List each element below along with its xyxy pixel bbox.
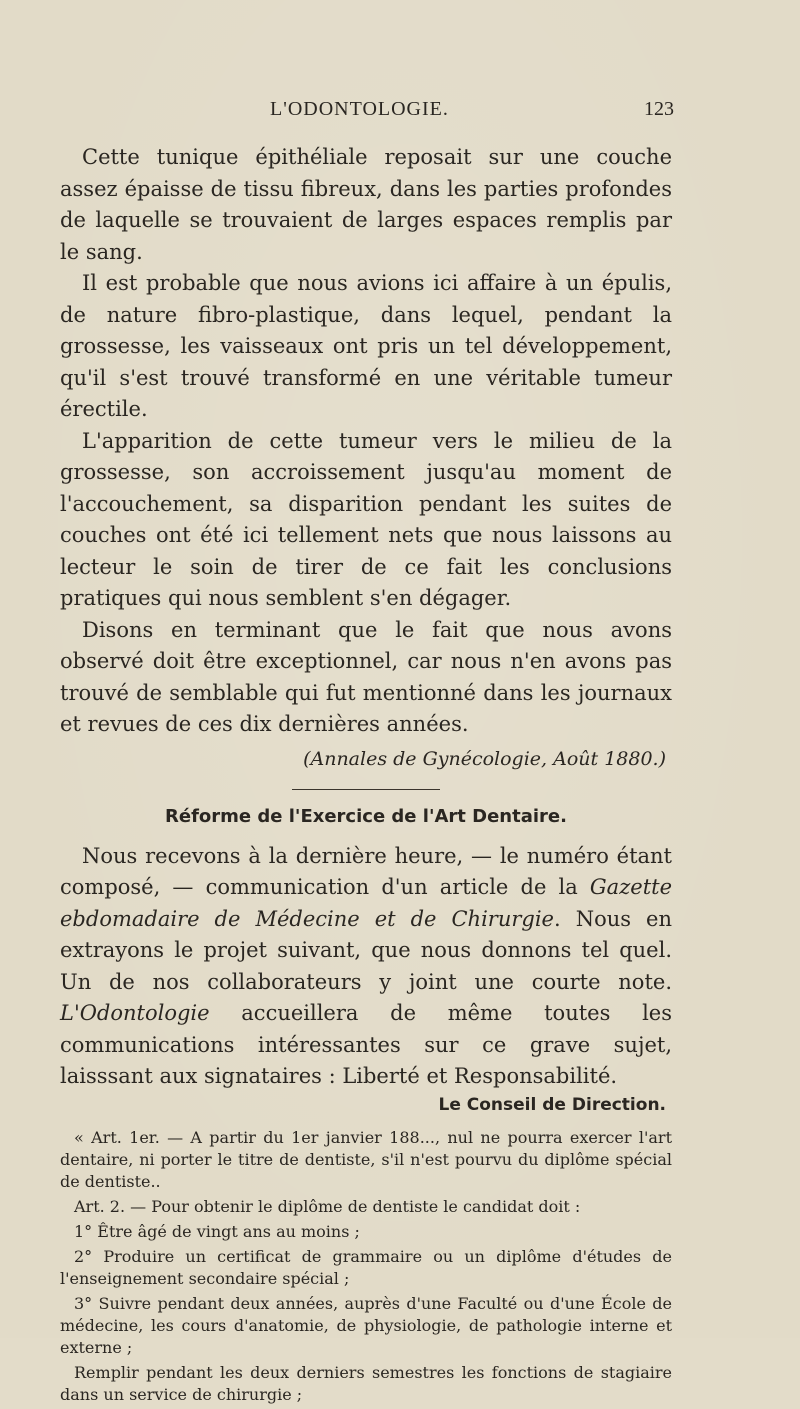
signature: Le Conseil de Direction. (438, 1094, 666, 1115)
journal-title: Gazette ebdomadaire de Médecine et de Chirurgie (60, 875, 672, 931)
section-intro (60, 841, 672, 1093)
intro-text-3: accueillera de même toutes les communications intéressantes sur ce grave sujet, laisssant aux signataires : Liberté et Responsabilité. (60, 1001, 672, 1088)
section-title: Réforme de l'Exercice de l'Art Dentaire. (165, 805, 567, 827)
page-header (60, 98, 672, 128)
running-title: L'ODONTOLOGIE. (270, 98, 449, 120)
article-1: « Art. 1er. — A partir du 1er janvier 188..., nul ne pourra exercer l'art dentaire, ni porter le titre de dentiste, s'il n'est pourvu du diplôme spécial de dentiste.. (60, 1127, 672, 1191)
condition-1: 1° Être âgé de vingt ans au moins ; (74, 1221, 360, 1241)
condition-3: 3° Suivre pendant deux années, auprès d'une Faculté ou d'une École de médecine, les cours d'anatomie, de physiologie, de pathologie interne et externe ; (60, 1293, 672, 1357)
article-2: Art. 2. — Pour obtenir le diplôme de dentiste le candidat doit : (74, 1196, 581, 1216)
page-number: 123 (644, 98, 674, 120)
citation: (Annales de Gynécologie, Août 1880.) (303, 747, 666, 770)
condition-2: 2° Produire un certificat de grammaire ou un diplôme d'études de l'enseignement secondaire spécial ; (60, 1246, 672, 1288)
paragraph-1: Cette tunique épithéliale reposait sur une couche assez épaisse de tissu fibreux, dans les parties profondes de laquelle se trouvaient de larges espaces remplis par le sang. (60, 145, 672, 264)
section-divider (292, 789, 440, 790)
intro-text-2: . Nous en extrayons le projet suivant, que nous donnons tel quel. Un de nos collaborateurs y joint une courte note. (60, 906, 672, 994)
intro-text-1: Nous recevons à la dernière heure, — le numéro étant composé, — communication d'un article de la (60, 843, 672, 899)
condition-4: Remplir pendant les deux derniers semestres les fonctions de stagiaire dans un service de chirurgie ; (60, 1362, 672, 1404)
paragraph-2: Il est probable que nous avions ici affaire à un épulis, de nature fibro-plastique, dans lequel, pendant la grossesse, les vaisseaux ont pris un tel développement, qu'il s'est trouvé transformé en une véritable tumeur érectile. (60, 271, 672, 421)
paragraph-3: L'apparition de cette tumeur vers le milieu de la grossesse, son accroissement jusqu'au moment de l'accouchement, sa disparition pendant les suites de couches ont été ici tellement nets que nous laissons au lecteur le soin de tirer de ce fait les conclusions pratiques qui nous semblent s'en dégager. (60, 428, 672, 610)
body-text (60, 142, 672, 1409)
paragraph-4: Disons en terminant que le fait que nous avons observé doit être exceptionnel, car nous n'en avons pas trouvé de semblable qui fut mentionné dans les journaux et revues de ces dix dernières années. (60, 617, 672, 736)
journal-title-2: L'Odontologie (60, 1001, 210, 1025)
